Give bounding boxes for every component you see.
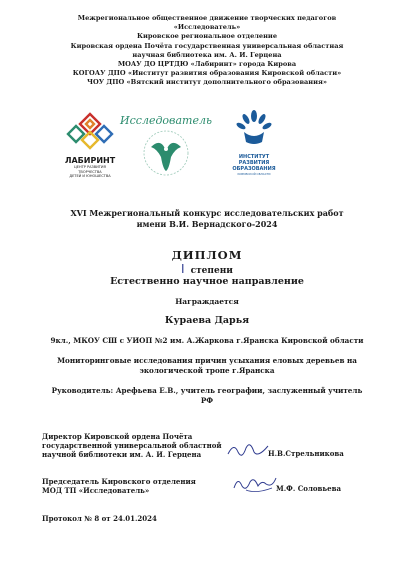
header-line: ЧОУ ДПО «Вятский институт дополнительного образования» [86, 78, 328, 87]
recipient-name: Кураева Дарья [164, 315, 250, 326]
director-name: Н.В.Стрельникова [268, 449, 344, 458]
chair-title-line: Председатель Кировского отделения [42, 477, 196, 486]
header-line: Кировская ордена Почёта государственная универсальная областная [70, 41, 344, 50]
chair-signature-block [42, 477, 242, 495]
supervisor [44, 386, 370, 406]
chair-name: М.Ф. Соловьева [276, 484, 342, 493]
degree-handwritten-mark: I [181, 262, 185, 276]
labyrinth-sub: ЦЕНТР РАЗВИТИЯ ТВОРЧЕСТВА [74, 165, 106, 174]
header-line: «Исследователь» [173, 23, 241, 32]
researcher-name: Исследователь [120, 114, 212, 127]
supervisor-line: Руководитель: Арефьева Е.В., учитель географии, заслуженный учитель [51, 386, 363, 395]
protocol-number: Протокол № 8 от 24.01.2024 [42, 514, 157, 523]
institute-name-line: ОБРАЗОВАНИЯ [232, 166, 276, 172]
institute-name-line: ИНСТИТУТ РАЗВИТИЯ [238, 154, 270, 166]
contest-title [40, 208, 374, 230]
header-line: научная библиотека им. А. И. Герцена [132, 50, 282, 59]
direction-title: Естественно научное направление [110, 276, 304, 287]
director-title-line: Директор Кировской ордена Почёта [42, 432, 193, 441]
dove-icon [131, 127, 201, 177]
degree-word: степени [190, 266, 233, 276]
work-title-line: Мониторинговые исследования причин усыхания еловых деревьев на [57, 356, 357, 365]
researcher-logo [120, 114, 212, 181]
director-title-line: научной библиотеки им. А. И. Герцена [42, 450, 202, 459]
contest-line: XVI Межрегиональный конкурс исследовательских работ [70, 208, 344, 218]
recipient-school: 9кл., МКОУ СШ с УИОП №2 им. А.Жаркова г.Яранска Кировской области [50, 336, 364, 345]
header-line: КОГОАУ ДПО «Институт развития образования Кировской области» [72, 69, 342, 78]
chair-title-line: МОД ТП «Исследователь» [42, 486, 150, 495]
labyrinth-logo [64, 110, 116, 179]
diploma-title: ДИПЛОМ [171, 248, 243, 262]
chair-signature-icon [232, 472, 278, 494]
labyrinth-sub: ДЕТЕЙ И ЮНОШЕСТВА [69, 174, 111, 178]
header-line: МОАУ ДО ЦРТДЮ «Лабиринт» города Кирова [117, 60, 297, 69]
director-signature-block [42, 432, 242, 459]
director-signature-icon [226, 440, 270, 460]
work-title-line: экологической тропе г.Яранска [139, 366, 275, 375]
institute-emblem-icon [234, 108, 274, 150]
logos-row [0, 108, 414, 188]
organizers-header [20, 14, 394, 88]
contest-line: имени В.И. Вернадского-2024 [136, 219, 278, 229]
work-title [44, 356, 370, 376]
director-title-line: государственной универсальной областной [42, 441, 222, 450]
institute-logo [226, 108, 282, 176]
labyrinth-emblem-icon [64, 110, 116, 150]
header-line: Кировское региональное отделение [136, 32, 278, 41]
supervisor-line: РФ [200, 396, 214, 405]
degree-line [0, 262, 414, 276]
labyrinth-name: ЛАБИРИНТ [64, 156, 116, 165]
header-line: Межрегиональное общественное движение творческих педагогов [77, 14, 337, 22]
awarded-label: Награждается [175, 297, 239, 306]
institute-name-line: КИРОВСКОЙ ОБЛАСТИ [237, 172, 271, 176]
